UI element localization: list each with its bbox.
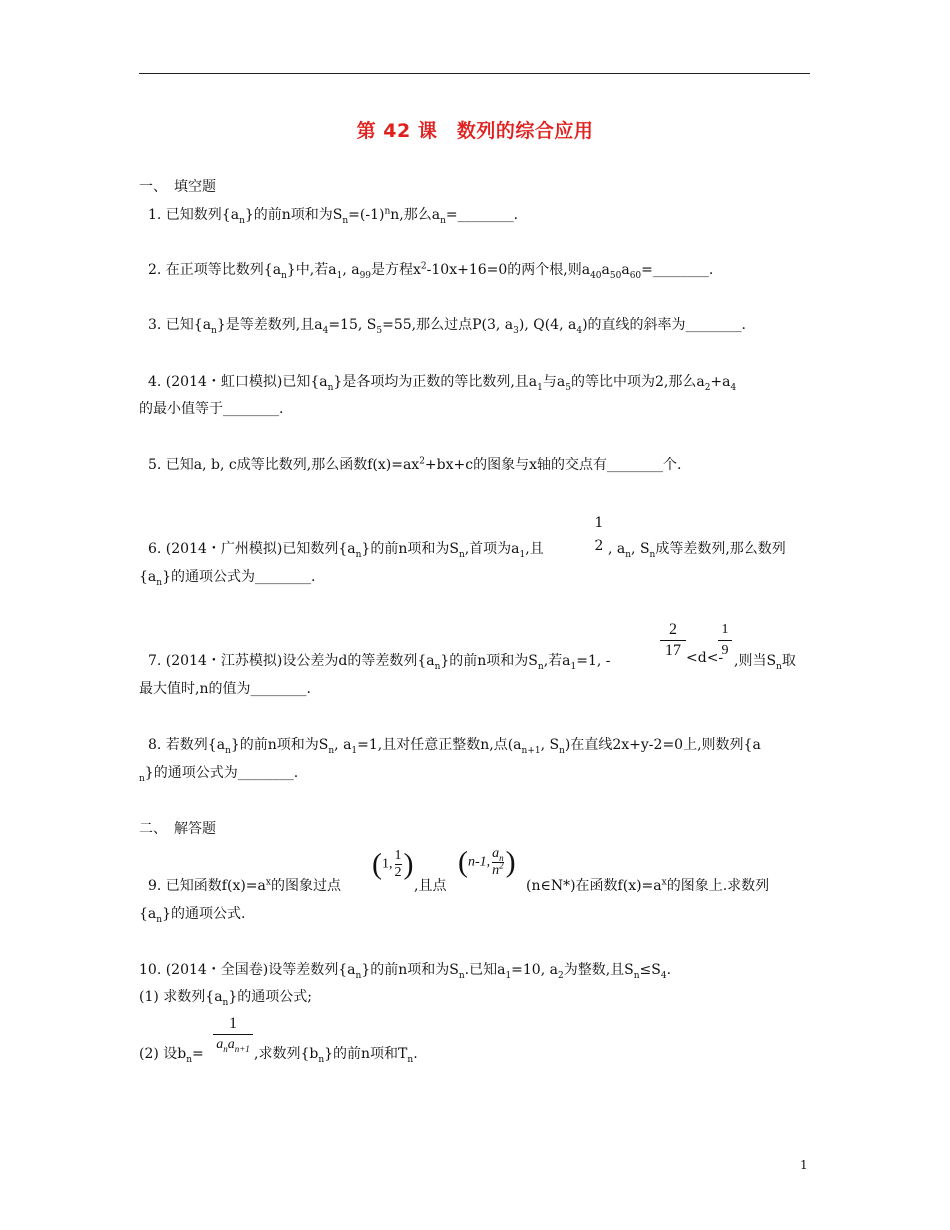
- question-10: 10. (2014・全国卷)设等差数列$\{a_n\}$的前n项和为$S_n$.已知$a_1=10$, $a_2$为整数,且$S_n\le S_4$.: [139, 962, 672, 981]
- question-7-fraction-1: 2 17: [660, 620, 686, 661]
- question-10-part-2: (2) 设$b_n=$: [139, 1046, 204, 1065]
- question-1: 1. 已知数列$\{a_n\}$的前n项和为$S_n=(-1)^nn$,那么$a_n=\_\_\_\_\_\_\_\_$.: [148, 206, 519, 226]
- question-9-tail: (n∈N*)在函数$f(x)=a^x$的图象上.求数列: [526, 877, 770, 894]
- question-8-line-2: $_n$}的通项公式为________.: [139, 765, 299, 784]
- question-7-line-2: 最大值时,n的值为________.: [139, 681, 311, 697]
- question-5: 5. 已知a, b, c成等比数列,那么函数$f(x)=ax^2+bx+c$的图象与x轴的交点有________个.: [148, 456, 682, 473]
- question-9-point-1: (1, $\frac{1}{2}$ ): [372, 847, 414, 881]
- question-9-mid: ,且点: [414, 878, 447, 894]
- question-4-line-2: 的最小值等于________.: [139, 401, 284, 417]
- question-4: 4. (2014・虹口模拟)已知$\{a_n\}$是各项均为正数的等比数列,且$a_1$与$a_5$的等比中项为2,那么$a_2+a_4$: [148, 374, 737, 393]
- page-title: 第 42 课 数列的综合应用: [356, 120, 594, 142]
- question-6-fraction: 1 2: [594, 515, 604, 554]
- question-7: 7. (2014・江苏模拟)设公差为d的等差数列$\{a_n\}$的前n项和为$S_n$,若$a_1=1$, -: [148, 653, 611, 672]
- header-rule: [139, 73, 810, 74]
- page-number: 1: [800, 1158, 808, 1172]
- question-3: 3. 已知$\{a_n\}$是等差数列,且$a_4=15$, $S_5=55$,那么过点P(3, $a_3$), Q(4, $a_4$)的直线的斜率为________.: [148, 317, 746, 336]
- question-7-fraction-2: 1 9: [718, 620, 732, 661]
- question-10-part-2-tail: ,求数列$\{b_n\}$的前n项和$T_n$.: [254, 1046, 418, 1065]
- question-6-line-2: $\{a_n\}$的通项公式为________.: [139, 569, 316, 588]
- question-10-part-1: (1) 求数列$\{a_n\}$的通项公式;: [139, 989, 312, 1008]
- question-6-tail: , $a_n$, $S_n$成等差数列,那么数列: [608, 541, 786, 560]
- question-10-fraction: 1 $a_na_{n+1}$: [213, 1014, 253, 1055]
- question-9-point-2: (n-1, $\frac{a_n}{n^2}$ ): [458, 845, 516, 879]
- question-6: 6. (2014・广州模拟)已知数列$\{a_n\}$的前n项和为$S_n$,首项为$a_1$,且: [148, 541, 544, 560]
- question-9-line-2: $\{a_n\}$的通项公式.: [139, 906, 246, 925]
- question-8: 8. 若数列$\{a_n\}$的前n项和为$S_n$, $a_1=1$,且对任意正整数n,点($a_{n+1}$, $S_n$)在直线2x+y-2=0上,则数列{a: [148, 737, 761, 756]
- question-9: 9. 已知函数$f(x)=a^x$的图象过点: [148, 877, 341, 894]
- question-2: 2. 在正项等比数列$\{a_n\}$中,若$a_1$, $a_{99}$是方程$x^2-10x+16=0$的两个根,则$a_{40}a_{50}a_{60}=\_\_\_\_\_\_\_\_$.: [148, 261, 714, 281]
- section-heading-solve: 二、 解答题: [139, 821, 216, 837]
- section-heading-fill-in: 一、 填空题: [139, 179, 216, 195]
- question-7-middle: <d<-: [686, 650, 724, 666]
- question-7-tail: ,则当$S_n$取: [734, 653, 796, 672]
